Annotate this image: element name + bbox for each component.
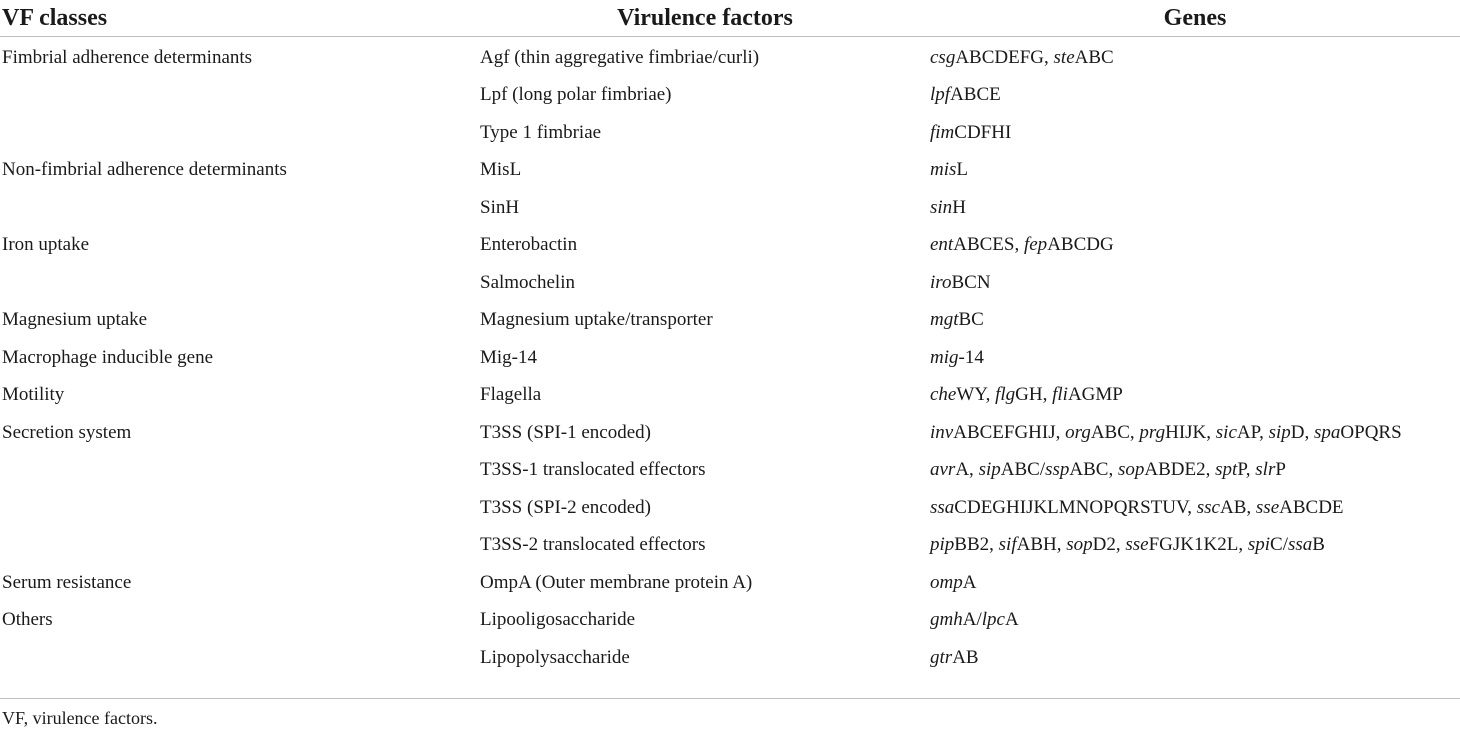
- gene-prefix: prg: [1139, 421, 1166, 443]
- table-row: [0, 452, 1460, 490]
- gene-suffix: FGJK1K2L,: [1148, 534, 1248, 556]
- virulence-factor-cell: T3SS (SPI-2 encoded): [480, 496, 651, 518]
- gene-prefix: ssa: [1287, 534, 1313, 556]
- gene-suffix: C/: [1270, 534, 1288, 556]
- column-header-vf-classes: VF classes: [0, 0, 480, 37]
- table-row: [0, 564, 1460, 602]
- gene-suffix: OPQRS: [1340, 421, 1402, 443]
- table-row: [0, 152, 1460, 190]
- table-row: [0, 639, 1460, 677]
- gene-prefix: sin: [930, 196, 953, 218]
- gene-prefix: sic: [1215, 421, 1237, 443]
- gene-suffix: A,: [955, 459, 979, 481]
- gene-suffix: -14: [958, 346, 984, 368]
- gene-suffix: B: [1312, 534, 1325, 556]
- gene-prefix: ssa: [930, 496, 955, 518]
- gene-suffix: WY,: [956, 384, 996, 406]
- gene-suffix: AGMP: [1067, 384, 1123, 406]
- virulence-factor-cell: Mig-14: [480, 346, 537, 368]
- gene-prefix: mis: [930, 159, 957, 181]
- gene-suffix: ABCES,: [953, 234, 1024, 256]
- vf-class-cell: [0, 264, 480, 302]
- gene-prefix: inv: [930, 421, 954, 443]
- gene-suffix: BB2,: [954, 534, 999, 556]
- gene-suffix: ABDE2,: [1144, 459, 1216, 481]
- gene-prefix: ent: [930, 234, 954, 256]
- genes-cell: [930, 639, 1460, 677]
- vf-class-cell: Non-fimbrial adherence determinants: [2, 159, 287, 181]
- virulence-factor-cell: Lipopolysaccharide: [480, 646, 630, 668]
- gene-suffix: BCN: [951, 271, 991, 293]
- table-row: [0, 77, 1460, 115]
- gene-prefix: che: [930, 384, 957, 406]
- genes-cell: [930, 564, 1460, 602]
- genes-cell: [930, 77, 1460, 115]
- gene-prefix: fep: [1023, 234, 1048, 256]
- vf-class-cell: Fimbrial adherence determinants: [2, 46, 253, 68]
- table-row: [0, 602, 1460, 640]
- gene-prefix: spa: [1314, 421, 1341, 443]
- gene-suffix: ABCDG: [1047, 234, 1114, 256]
- virulence-factor-cell: Agf (thin aggregative fimbriae/curli): [480, 46, 760, 68]
- vf-class-cell: Others: [2, 609, 53, 631]
- table-row: [0, 264, 1460, 302]
- virulence-factor-cell: Flagella: [480, 384, 542, 406]
- gene-prefix: csg: [930, 46, 956, 68]
- gene-suffix: H: [952, 196, 966, 218]
- gene-prefix: spt: [1215, 459, 1238, 481]
- genes-cell: [930, 602, 1460, 640]
- gene-prefix: gtr: [930, 646, 953, 668]
- gene-suffix: ABCDE: [1279, 496, 1344, 518]
- gene-suffix: ABCE: [950, 84, 1001, 106]
- table-bottom-rule: [0, 698, 1460, 699]
- genes-cell: [930, 152, 1460, 190]
- gene-suffix: CDEGHIJKLMNOPQRSTUV,: [954, 496, 1197, 518]
- gene-suffix: CDFHI: [954, 121, 1012, 143]
- gene-suffix: ABH,: [1016, 534, 1067, 556]
- column-header-genes: Genes: [930, 0, 1460, 37]
- column-header-virulence-factors: Virulence factors: [480, 0, 930, 37]
- gene-suffix: A/: [962, 609, 982, 631]
- table-row: [0, 414, 1460, 452]
- virulence-factor-cell: T3SS-1 translocated effectors: [480, 459, 706, 481]
- genes-cell: [930, 527, 1460, 565]
- gene-suffix: D2,: [1092, 534, 1126, 556]
- gene-suffix: HIJK,: [1165, 421, 1216, 443]
- gene-prefix: mig: [930, 346, 959, 368]
- gene-prefix: fim: [930, 121, 955, 143]
- vf-class-cell: Serum resistance: [2, 571, 132, 593]
- gene-prefix: ssc: [1196, 496, 1220, 518]
- table-row: [0, 302, 1460, 340]
- virulence-factor-cell: T3SS-2 translocated effectors: [480, 534, 706, 556]
- gene-prefix: flg: [995, 384, 1016, 406]
- table-row: [0, 339, 1460, 377]
- virulence-factor-cell: Enterobactin: [480, 234, 578, 256]
- virulence-factor-cell: T3SS (SPI-1 encoded): [480, 421, 651, 443]
- gene-prefix: lpf: [930, 84, 951, 106]
- gene-suffix: L: [956, 159, 969, 181]
- table-row: [0, 377, 1460, 415]
- virulence-factor-cell: OmpA (Outer membrane protein A): [480, 571, 753, 593]
- table-row: [0, 489, 1460, 527]
- genes-cell: [930, 452, 1460, 490]
- gene-suffix: ABC: [1074, 46, 1114, 68]
- gene-suffix: GH,: [1015, 384, 1053, 406]
- table-row: [0, 189, 1460, 227]
- genes-cell: [930, 302, 1460, 340]
- gene-prefix: sop: [1117, 459, 1145, 481]
- gene-prefix: org: [1065, 421, 1091, 443]
- genes-cell: [930, 339, 1460, 377]
- table-body: [0, 37, 1460, 677]
- vf-class-cell: [0, 639, 480, 677]
- virulence-factor-cell: MisL: [480, 159, 522, 181]
- virulence-factor-cell: Type 1 fimbriae: [480, 121, 602, 143]
- gene-prefix: spi: [1247, 534, 1271, 556]
- gene-prefix: mgt: [930, 309, 959, 331]
- gene-suffix: ABCDEFG,: [955, 46, 1054, 68]
- table-footnote: VF, virulence factors.: [2, 708, 158, 728]
- gene-suffix: AB: [952, 646, 979, 668]
- gene-prefix: fli: [1052, 384, 1068, 406]
- gene-suffix: ABC/: [1000, 459, 1046, 481]
- table-header: [0, 0, 1460, 37]
- vf-class-cell: Motility: [2, 384, 65, 406]
- header-row: [0, 0, 1460, 37]
- gene-suffix: ABC,: [1069, 459, 1118, 481]
- vf-class-cell: [0, 77, 480, 115]
- gene-suffix: A: [1004, 609, 1019, 631]
- vf-class-cell: [0, 489, 480, 527]
- genes-cell: [930, 264, 1460, 302]
- virulence-factor-cell: Lpf (long polar fimbriae): [480, 84, 672, 106]
- gene-prefix: sif: [998, 534, 1017, 556]
- gene-prefix: omp: [930, 571, 963, 593]
- gene-prefix: iro: [930, 271, 952, 293]
- table-row: [0, 527, 1460, 565]
- gene-prefix: lpc: [981, 609, 1005, 631]
- gene-suffix: AP,: [1236, 421, 1269, 443]
- genes-cell: [930, 414, 1460, 452]
- gene-prefix: sse: [1255, 496, 1280, 518]
- virulence-factor-cell: Magnesium uptake/transporter: [480, 309, 713, 331]
- gene-suffix: ABC,: [1090, 421, 1140, 443]
- vf-class-cell: [0, 452, 480, 490]
- genes-cell: [930, 37, 1460, 77]
- gene-prefix: ste: [1053, 46, 1075, 68]
- vf-class-cell: Secretion system: [2, 421, 132, 443]
- virulence-factor-cell: SinH: [480, 196, 520, 218]
- gene-suffix: BC: [958, 309, 984, 331]
- table-row: [0, 227, 1460, 265]
- gene-prefix: pip: [930, 534, 955, 556]
- gene-suffix: P,: [1237, 459, 1256, 481]
- gene-prefix: gmh: [930, 609, 963, 631]
- gene-prefix: avr: [930, 459, 956, 481]
- gene-prefix: sop: [1066, 534, 1093, 556]
- vf-class-cell: Macrophage inducible gene: [2, 346, 214, 368]
- gene-prefix: sse: [1125, 534, 1149, 556]
- virulence-factor-cell: Salmochelin: [480, 271, 575, 293]
- table-row: [0, 114, 1460, 152]
- gene-suffix: AB,: [1220, 496, 1256, 518]
- gene-suffix: A: [962, 571, 977, 593]
- vf-class-cell: [0, 114, 480, 152]
- virulence-factor-cell: Lipooligosaccharide: [480, 609, 636, 631]
- vf-class-cell: Iron uptake: [2, 234, 90, 256]
- genes-cell: [930, 189, 1460, 227]
- vf-class-cell: [0, 527, 480, 565]
- genes-cell: [930, 114, 1460, 152]
- gene-prefix: ssp: [1045, 459, 1070, 481]
- genes-cell: [930, 377, 1460, 415]
- genes-cell: [930, 489, 1460, 527]
- table-row: [0, 37, 1460, 77]
- gene-prefix: sip: [1268, 421, 1291, 443]
- gene-prefix: slr: [1255, 459, 1276, 481]
- gene-suffix: P: [1275, 459, 1286, 481]
- genes-cell: [930, 227, 1460, 265]
- gene-suffix: D,: [1290, 421, 1314, 443]
- vf-class-cell: [0, 189, 480, 227]
- gene-suffix: ABCEFGHIJ,: [953, 421, 1066, 443]
- gene-prefix: sip: [978, 459, 1001, 481]
- vf-class-cell: Magnesium uptake: [2, 309, 148, 331]
